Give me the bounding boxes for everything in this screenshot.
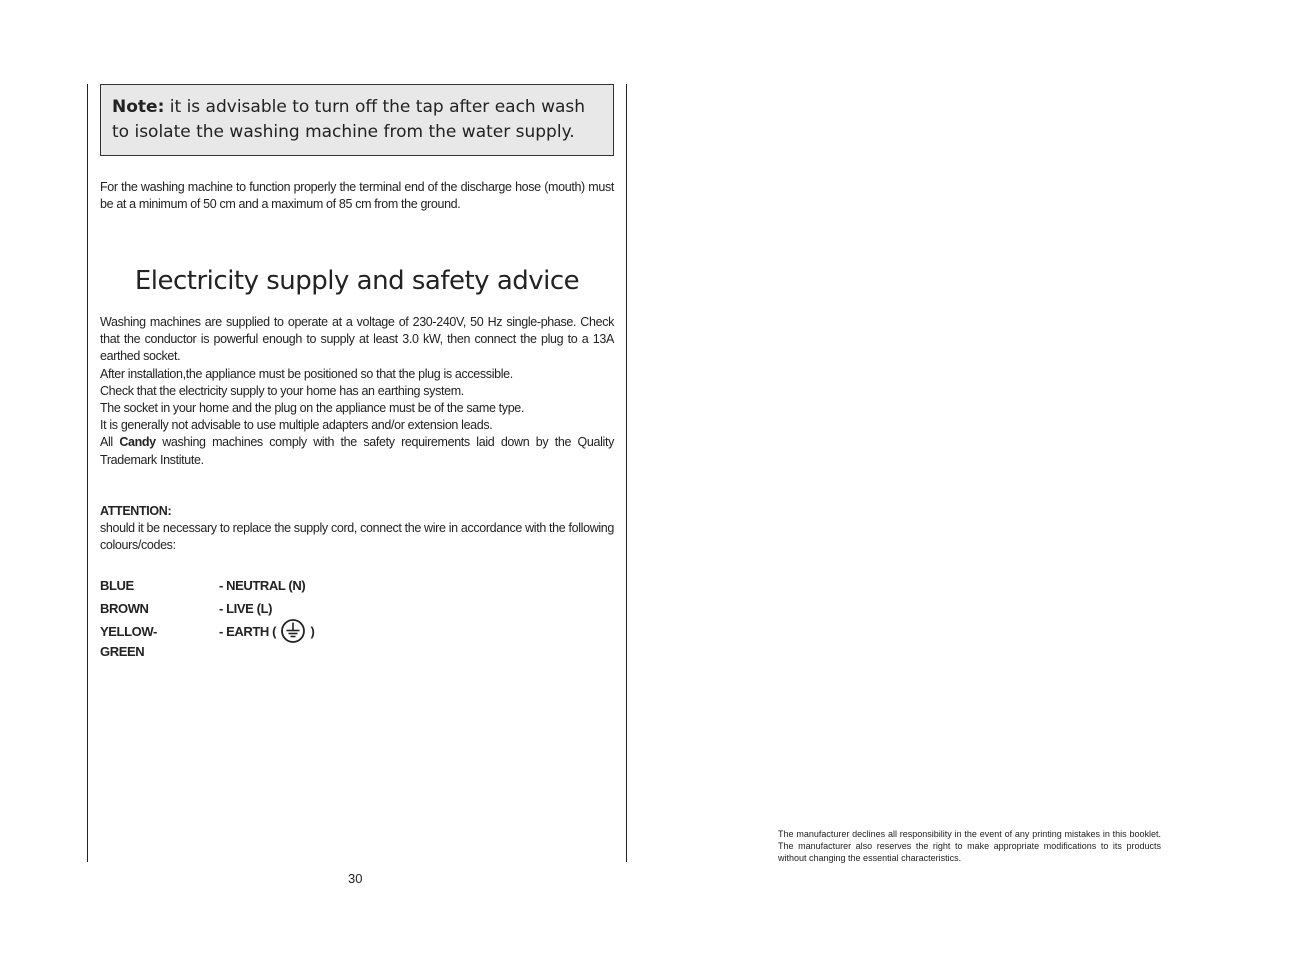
socket-type-paragraph: The socket in your home and the plug on the appliance must be of the same type. — [100, 401, 525, 416]
note-text: it is advisable to turn off the tap after each wash to isolate the washing machine from the water supply. — [112, 97, 586, 142]
note-label: Note: — [112, 97, 165, 117]
section-title: Electricity supply and safety advice — [134, 266, 580, 296]
electricity-paragraphs — [100, 314, 614, 469]
wire-color-label: YELLOW-GREEN — [100, 624, 157, 659]
wire-code-label: - EARTH ( — [219, 624, 277, 639]
wire-code-suffix: ) — [310, 624, 315, 639]
manufacturer-disclaimer: The manufacturer declines all responsibility in the event of any printing mistakes in this booklet. The manufacturer also reserves the right to make appropriate modifications to its products without changing the essential characteristics. — [778, 829, 1161, 863]
compliance-suffix: washing machines comply with the safety requirements laid down by the Quality Trademark Institute. — [100, 435, 614, 467]
brand-name: Candy — [119, 435, 156, 450]
attention-text: should it be necessary to replace the supply cord, connect the wire in accordance with the following colours/codes: — [100, 521, 614, 553]
adapters-paragraph: It is generally not advisable to use multiple adapters and/or extension leads. — [100, 418, 493, 433]
compliance-paragraph — [100, 434, 614, 468]
attention-label: ATTENTION: — [100, 504, 172, 518]
plug-access-paragraph: After installation,the appliance must be positioned so that the plug is accessible. — [100, 366, 513, 381]
voltage-paragraph: Washing machines are supplied to operate at a voltage of 230-240V, 50 Hz single-phase. Check that the conductor is powerful enough to supply at least 3.0 kW, then connect the plug to a 13A earthed socket. — [100, 315, 614, 364]
discharge-hose-paragraph: For the washing machine to function properly the terminal end of the discharge hose (mouth) must be at a minimum of 50 cm and a maximum of 85 cm from the ground. — [100, 180, 614, 212]
left-margin-rule — [87, 84, 88, 862]
wire-code-label: - NEUTRAL (N) — [219, 578, 306, 593]
wire-code-label: - LIVE (L) — [219, 601, 273, 616]
note-box — [100, 84, 614, 156]
earthing-paragraph: Check that the electricity supply to your home has an earthing system. — [100, 383, 464, 398]
compliance-prefix: All — [100, 435, 120, 450]
wire-code-earth — [219, 622, 314, 643]
wire-color-label: BROWN — [100, 601, 149, 616]
wire-color-label: BLUE — [100, 578, 134, 593]
page-number: 30 — [348, 871, 363, 886]
center-divider-rule — [626, 84, 627, 862]
earth-symbol-icon — [281, 619, 305, 643]
